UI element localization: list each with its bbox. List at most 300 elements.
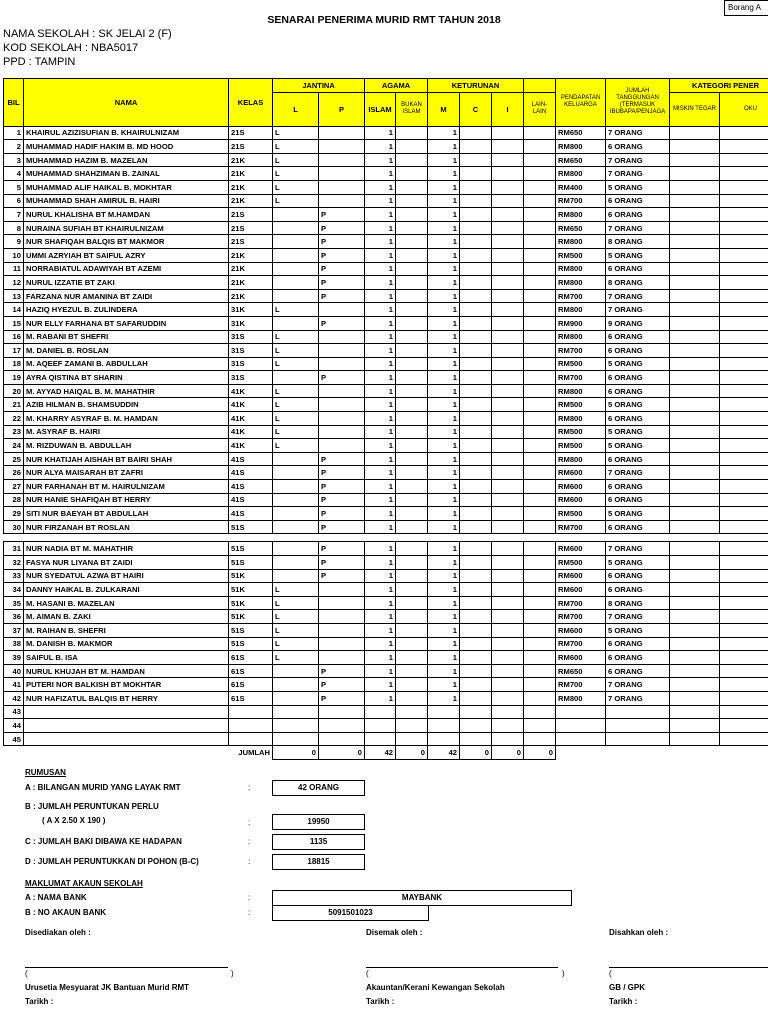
cell-kelas: 21S	[229, 208, 273, 222]
cell-keturunan-c	[460, 262, 492, 276]
cell-lain-lain	[524, 480, 556, 494]
cell-kelas: 31K	[229, 303, 273, 317]
cell-islam: 1	[365, 678, 396, 692]
cell-oku	[720, 610, 768, 624]
cell-oku	[720, 678, 768, 692]
cell-lain-lain	[524, 664, 556, 678]
cell-keturunan-i	[492, 556, 524, 570]
cell-jantina-l	[273, 235, 319, 249]
cell-bukan-islam	[396, 466, 428, 480]
cell-keturunan-c	[460, 289, 492, 303]
cell-bukan-islam	[396, 357, 428, 371]
cell-oku	[720, 167, 768, 181]
cell-oku	[720, 732, 768, 746]
cell-keturunan-i	[492, 425, 524, 439]
cell-miskin	[670, 691, 720, 705]
cell-islam: 1	[365, 126, 396, 140]
cell-tanggungan: 7 ORANG	[606, 678, 670, 692]
cell-keturunan-c	[460, 596, 492, 610]
cell-nama: MUHAMMAD HAZIM B. MAZELAN	[24, 153, 229, 167]
header-kategori: KATEGORI PENER	[670, 79, 768, 93]
rumusan-a-label: A : BILANGAN MURID YANG LAYAK RMT	[25, 783, 181, 792]
cell-pendapatan: RM600	[556, 466, 606, 480]
cell-bukan-islam	[396, 371, 428, 385]
header-keturunan: KETURUNAN	[428, 79, 524, 93]
signature-line	[609, 967, 768, 968]
cell-pendapatan: RM800	[556, 412, 606, 426]
cell-islam: 1	[365, 637, 396, 651]
account-no-value: 5091501023	[272, 905, 429, 921]
cell-keturunan-i	[492, 330, 524, 344]
cell-nama: NURUL IZZATIE BT ZAKI	[24, 276, 229, 290]
cell-pendapatan: RM700	[556, 194, 606, 208]
cell-keturunan-i	[492, 596, 524, 610]
cell-bukan-islam	[396, 678, 428, 692]
cell-jantina-p	[319, 596, 365, 610]
cell-bil: 19	[4, 371, 24, 385]
cell-lain-lain	[524, 194, 556, 208]
cell-lain-lain	[524, 507, 556, 521]
cell-miskin	[670, 194, 720, 208]
table-row	[4, 180, 768, 194]
cell-pendapatan: RM500	[556, 507, 606, 521]
cell-oku	[720, 439, 768, 453]
cell-kelas	[229, 719, 273, 733]
header-tanggungan: JUMLAH TANGGUNGAN (TERMASUK IBUBAPA/PENJAGA	[606, 79, 670, 127]
table-body	[4, 126, 768, 759]
cell-keturunan-c	[460, 556, 492, 570]
cell-pendapatan: RM500	[556, 425, 606, 439]
table-row	[4, 637, 768, 651]
cell-jantina-l: L	[273, 583, 319, 597]
cell-tanggungan: 6 ORANG	[606, 480, 670, 494]
cell-jantina-l: L	[273, 439, 319, 453]
cell-keturunan-m: 1	[428, 140, 460, 154]
cell-keturunan-m: 1	[428, 678, 460, 692]
cell-pendapatan: RM700	[556, 289, 606, 303]
cell-lain-lain	[524, 140, 556, 154]
cell-bukan-islam	[396, 583, 428, 597]
cell-lain-lain	[524, 719, 556, 733]
cell-lain-lain	[524, 262, 556, 276]
cell-bil: 6	[4, 194, 24, 208]
cell-bil: 15	[4, 316, 24, 330]
cell-kelas: 21K	[229, 289, 273, 303]
cell-lain-lain	[524, 569, 556, 583]
cell-oku	[720, 623, 768, 637]
cell-kelas: 21S	[229, 221, 273, 235]
cell-jantina-p	[319, 705, 365, 719]
cell-tanggungan: 5 ORANG	[606, 623, 670, 637]
cell-tanggungan: 6 ORANG	[606, 520, 670, 534]
cell-keturunan-i	[492, 208, 524, 222]
cell-islam: 1	[365, 371, 396, 385]
cell-kelas: 41K	[229, 398, 273, 412]
cell-kelas: 41K	[229, 384, 273, 398]
cell-islam: 1	[365, 542, 396, 556]
cell-kelas: 51S	[229, 637, 273, 651]
cell-jantina-l: L	[273, 344, 319, 358]
cell-nama: NUR NADIA BT M. MAHATHIR	[24, 542, 229, 556]
cell-keturunan-i	[492, 276, 524, 290]
cell-keturunan-c	[460, 732, 492, 746]
totals-blank	[4, 746, 229, 760]
cell-tanggungan: 5 ORANG	[606, 507, 670, 521]
cell-lain-lain	[524, 556, 556, 570]
cell-keturunan-c	[460, 344, 492, 358]
cell-nama: MUHAMMAD SHAHZIMAN B. ZAINAL	[24, 167, 229, 181]
cell-jantina-l	[273, 289, 319, 303]
cell-miskin	[670, 276, 720, 290]
cell-keturunan-m: 1	[428, 289, 460, 303]
cell-keturunan-m: 1	[428, 507, 460, 521]
cell-nama: M. RAIHAN B. SHEFRI	[24, 623, 229, 637]
cell-tanggungan: 8 ORANG	[606, 276, 670, 290]
cell-miskin	[670, 384, 720, 398]
cell-keturunan-i	[492, 664, 524, 678]
cell-jantina-l	[273, 276, 319, 290]
cell-kelas: 21K	[229, 153, 273, 167]
cell-tanggungan: 5 ORANG	[606, 357, 670, 371]
cell-keturunan-m: 1	[428, 452, 460, 466]
cell-nama: NUR FIRZANAH BT ROSLAN	[24, 520, 229, 534]
tarikh-label: Tarikh :	[366, 997, 395, 1006]
cell-bukan-islam	[396, 248, 428, 262]
cell-pendapatan	[556, 732, 606, 746]
cell-jantina-p	[319, 153, 365, 167]
cell-tanggungan: 7 ORANG	[606, 153, 670, 167]
cell-lain-lain	[524, 276, 556, 290]
cell-kelas: 41S	[229, 452, 273, 466]
cell-tanggungan: 9 ORANG	[606, 316, 670, 330]
cell-pendapatan: RM600	[556, 493, 606, 507]
cell-bil: 17	[4, 344, 24, 358]
total-value: 42	[365, 746, 396, 760]
cell-keturunan-c	[460, 480, 492, 494]
gap-cell	[4, 534, 768, 542]
cell-nama	[24, 705, 229, 719]
cell-miskin	[670, 452, 720, 466]
cell-bil: 25	[4, 452, 24, 466]
cell-keturunan-c	[460, 651, 492, 665]
cell-keturunan-c	[460, 180, 492, 194]
cell-lain-lain	[524, 316, 556, 330]
cell-tanggungan: 6 ORANG	[606, 493, 670, 507]
cell-bukan-islam	[396, 507, 428, 521]
cell-keturunan-c	[460, 691, 492, 705]
cell-kelas: 51K	[229, 569, 273, 583]
cell-bil: 35	[4, 596, 24, 610]
cell-jantina-p	[319, 140, 365, 154]
cell-keturunan-m	[428, 719, 460, 733]
role-akauntan: Akauntan/Kerani Kewangan Sekolah	[366, 983, 505, 992]
cell-keturunan-i	[492, 732, 524, 746]
table-row	[4, 623, 768, 637]
cell-bukan-islam	[396, 732, 428, 746]
recipient-table	[3, 78, 768, 760]
cell-bukan-islam	[396, 719, 428, 733]
cell-bil: 18	[4, 357, 24, 371]
cell-keturunan-m: 1	[428, 316, 460, 330]
cell-pendapatan: RM600	[556, 569, 606, 583]
cell-kelas: 41K	[229, 425, 273, 439]
cell-jantina-p: P	[319, 289, 365, 303]
cell-nama: M. ASYRAF B. HAIRI	[24, 425, 229, 439]
cell-bukan-islam	[396, 520, 428, 534]
cell-oku	[720, 705, 768, 719]
cell-nama: UMMI AZRYIAH BT SAIFUL AZRY	[24, 248, 229, 262]
cell-bil: 42	[4, 691, 24, 705]
cell-kelas: 31S	[229, 330, 273, 344]
cell-keturunan-c	[460, 664, 492, 678]
cell-jantina-p	[319, 732, 365, 746]
table-row	[4, 651, 768, 665]
cell-pendapatan: RM800	[556, 208, 606, 222]
cell-bukan-islam	[396, 651, 428, 665]
header-l: L	[273, 92, 319, 126]
cell-bil: 34	[4, 583, 24, 597]
colon: :	[248, 818, 251, 827]
cell-jantina-l: L	[273, 330, 319, 344]
cell-bil: 10	[4, 248, 24, 262]
cell-keturunan-i	[492, 371, 524, 385]
cell-oku	[720, 126, 768, 140]
colon: :	[248, 908, 251, 917]
cell-nama: NUR FARHANAH BT M. HAIRULNIZAM	[24, 480, 229, 494]
cell-lain-lain	[524, 221, 556, 235]
cell-keturunan-m: 1	[428, 221, 460, 235]
cell-nama: AYRA QISTINA BT SHARIN	[24, 371, 229, 385]
cell-nama: M. AQEEF ZAMANI B. ABDULLAH	[24, 357, 229, 371]
cell-pendapatan: RM700	[556, 371, 606, 385]
cell-keturunan-i	[492, 126, 524, 140]
cell-jantina-l	[273, 316, 319, 330]
cell-tanggungan: 7 ORANG	[606, 221, 670, 235]
cell-keturunan-c	[460, 371, 492, 385]
cell-keturunan-m: 1	[428, 583, 460, 597]
page-title: SENARAI PENERIMA MURID RMT TAHUN 2018	[267, 14, 501, 26]
cell-oku	[720, 637, 768, 651]
colon: :	[248, 783, 251, 792]
cell-jantina-l	[273, 262, 319, 276]
cell-islam: 1	[365, 664, 396, 678]
cell-jantina-p	[319, 330, 365, 344]
cell-oku	[720, 507, 768, 521]
cell-pendapatan: RM600	[556, 480, 606, 494]
cell-keturunan-m: 1	[428, 398, 460, 412]
cell-islam	[365, 732, 396, 746]
cell-bil: 3	[4, 153, 24, 167]
cell-pendapatan: RM650	[556, 126, 606, 140]
total-value: 0	[396, 746, 428, 760]
cell-miskin	[670, 705, 720, 719]
cell-bukan-islam	[396, 153, 428, 167]
rumusan-b-label: B : JUMLAH PERUNTUKAN PERLU	[25, 802, 159, 811]
cell-oku	[720, 719, 768, 733]
cell-jantina-l	[273, 248, 319, 262]
header-nama: NAMA	[24, 79, 229, 127]
cell-jantina-p	[319, 610, 365, 624]
cell-keturunan-m: 1	[428, 276, 460, 290]
cell-tanggungan: 6 ORANG	[606, 637, 670, 651]
cell-islam	[365, 705, 396, 719]
cell-bukan-islam	[396, 208, 428, 222]
cell-tanggungan: 6 ORANG	[606, 664, 670, 678]
totals-label: JUMLAH	[238, 748, 270, 758]
paren-close: )	[231, 969, 234, 978]
cell-oku	[720, 344, 768, 358]
cell-keturunan-i	[492, 705, 524, 719]
cell-bukan-islam	[396, 542, 428, 556]
cell-oku	[720, 180, 768, 194]
cell-tanggungan: 6 ORANG	[606, 208, 670, 222]
cell-keturunan-c	[460, 153, 492, 167]
cell-lain-lain	[524, 412, 556, 426]
cell-kelas: 21K	[229, 194, 273, 208]
cell-bil: 1	[4, 126, 24, 140]
cell-jantina-l	[273, 221, 319, 235]
cell-lain-lain	[524, 705, 556, 719]
cell-jantina-l	[273, 480, 319, 494]
cell-keturunan-c	[460, 623, 492, 637]
cell-islam: 1	[365, 221, 396, 235]
cell-tanggungan: 6 ORANG	[606, 384, 670, 398]
cell-keturunan-i	[492, 235, 524, 249]
cell-tanggungan: 5 ORANG	[606, 180, 670, 194]
header-miskin: MISKIN TEGAR	[670, 92, 720, 126]
cell-lain-lain	[524, 520, 556, 534]
cell-oku	[720, 316, 768, 330]
cell-islam: 1	[365, 153, 396, 167]
cell-keturunan-c	[460, 493, 492, 507]
cell-keturunan-m: 1	[428, 542, 460, 556]
cell-lain-lain	[524, 732, 556, 746]
cell-miskin	[670, 439, 720, 453]
cell-keturunan-c	[460, 316, 492, 330]
akaun-title: MAKLUMAT AKAUN SEKOLAH	[25, 879, 143, 888]
cell-lain-lain	[524, 384, 556, 398]
cell-keturunan-c	[460, 542, 492, 556]
cell-kelas: 31S	[229, 344, 273, 358]
cell-islam	[365, 719, 396, 733]
cell-keturunan-c	[460, 439, 492, 453]
cell-keturunan-m: 1	[428, 623, 460, 637]
cell-jantina-p: P	[319, 248, 365, 262]
cell-bil: 39	[4, 651, 24, 665]
cell-bukan-islam	[396, 637, 428, 651]
cell-keturunan-i	[492, 583, 524, 597]
cell-jantina-p: P	[319, 691, 365, 705]
cell-jantina-p: P	[319, 493, 365, 507]
cell-keturunan-c	[460, 520, 492, 534]
cell-jantina-l: L	[273, 637, 319, 651]
cell-jantina-l	[273, 732, 319, 746]
cell-lain-lain	[524, 248, 556, 262]
header-blank	[524, 79, 556, 93]
cell-pendapatan: RM700	[556, 520, 606, 534]
cell-keturunan-m: 1	[428, 126, 460, 140]
cell-jantina-p	[319, 384, 365, 398]
cell-pendapatan: RM800	[556, 691, 606, 705]
cell-pendapatan: RM900	[556, 316, 606, 330]
cell-keturunan-i	[492, 637, 524, 651]
table-row	[4, 705, 768, 719]
cell-islam: 1	[365, 344, 396, 358]
cell-kelas: 61S	[229, 664, 273, 678]
cell-bukan-islam	[396, 705, 428, 719]
cell-islam: 1	[365, 556, 396, 570]
cell-bukan-islam	[396, 439, 428, 453]
cell-oku	[720, 691, 768, 705]
cell-nama: NUR SHAFIQAH BALQIS BT MAKMOR	[24, 235, 229, 249]
colon: :	[248, 857, 251, 866]
cell-jantina-p	[319, 194, 365, 208]
cell-jantina-p: P	[319, 480, 365, 494]
cell-lain-lain	[524, 493, 556, 507]
cell-keturunan-m: 1	[428, 691, 460, 705]
cell-keturunan-c	[460, 167, 492, 181]
cell-nama: M. DANIEL B. ROSLAN	[24, 344, 229, 358]
cell-keturunan-m: 1	[428, 569, 460, 583]
table-row	[4, 235, 768, 249]
cell-jantina-l	[273, 719, 319, 733]
cell-miskin	[670, 480, 720, 494]
cell-bukan-islam	[396, 180, 428, 194]
cell-keturunan-c	[460, 221, 492, 235]
cell-keturunan-i	[492, 610, 524, 624]
rumusan-c-value: 1135	[272, 834, 365, 850]
cell-bil: 29	[4, 507, 24, 521]
cell-jantina-l	[273, 691, 319, 705]
cell-oku	[720, 384, 768, 398]
cell-oku	[720, 330, 768, 344]
cell-miskin	[670, 248, 720, 262]
cell-miskin	[670, 153, 720, 167]
cell-bukan-islam	[396, 194, 428, 208]
cell-keturunan-c	[460, 140, 492, 154]
cell-islam: 1	[365, 289, 396, 303]
header-m: M	[428, 92, 460, 126]
cell-bil: 8	[4, 221, 24, 235]
table-row	[4, 303, 768, 317]
cell-islam: 1	[365, 412, 396, 426]
total-value: 0	[492, 746, 524, 760]
cell-bil: 22	[4, 412, 24, 426]
cell-nama: M. DANISH B. MAKMOR	[24, 637, 229, 651]
cell-jantina-p: P	[319, 507, 365, 521]
cell-jantina-l	[273, 466, 319, 480]
cell-kelas: 51S	[229, 542, 273, 556]
cell-miskin	[670, 583, 720, 597]
table-row	[4, 262, 768, 276]
cell-jantina-p: P	[319, 466, 365, 480]
cell-lain-lain	[524, 303, 556, 317]
cell-keturunan-m: 1	[428, 412, 460, 426]
cell-nama: NUR KHATIJAH AISHAH BT BAIRI SHAH	[24, 452, 229, 466]
header-c: C	[460, 92, 492, 126]
cell-miskin	[670, 466, 720, 480]
role-gb: GB / GPK	[609, 983, 646, 992]
cell-bukan-islam	[396, 556, 428, 570]
cell-jantina-p	[319, 344, 365, 358]
cell-oku	[720, 289, 768, 303]
table-row	[4, 248, 768, 262]
cell-pendapatan: RM700	[556, 596, 606, 610]
cell-lain-lain	[524, 357, 556, 371]
cell-lain-lain	[524, 583, 556, 597]
cell-lain-lain	[524, 452, 556, 466]
cell-bil: 21	[4, 398, 24, 412]
